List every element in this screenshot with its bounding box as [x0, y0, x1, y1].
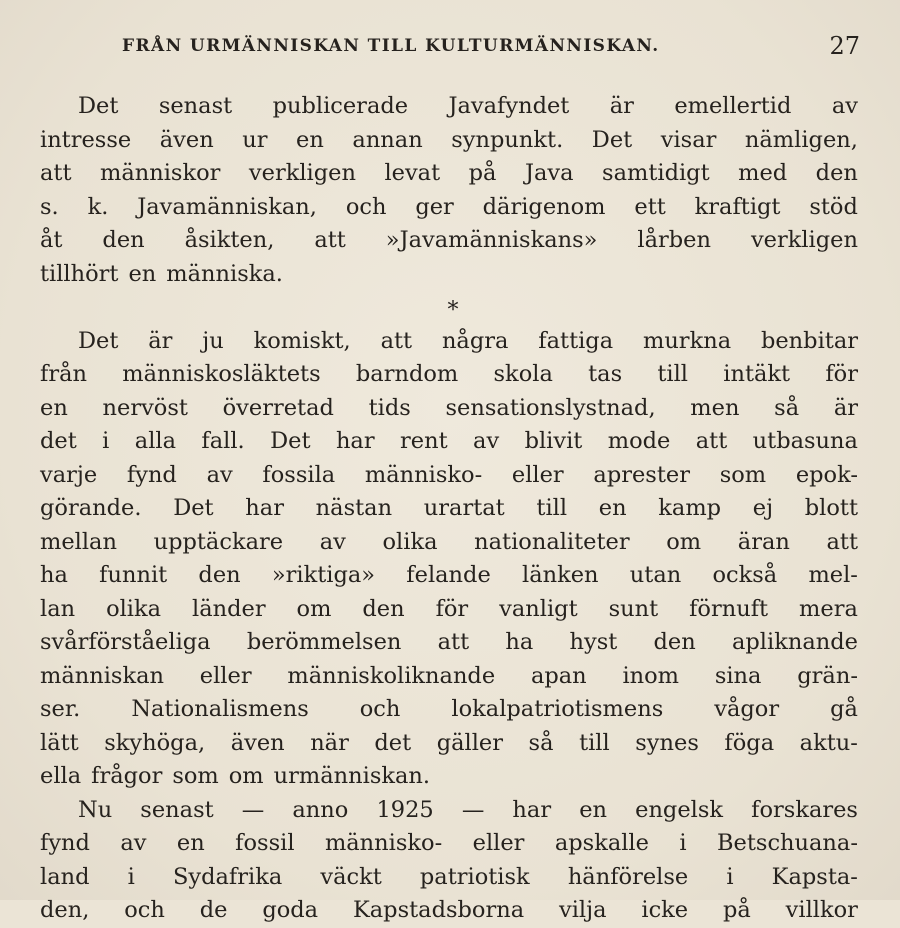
word: 1925: [376, 796, 434, 823]
word: den: [653, 629, 696, 655]
word: frågor: [91, 763, 163, 789]
word: att: [314, 227, 346, 253]
word: så: [528, 729, 554, 756]
word: kamp: [658, 495, 722, 521]
word: funnit: [99, 562, 168, 588]
word: är: [833, 394, 858, 421]
word: komiskt,: [253, 327, 351, 354]
word: stöd: [809, 193, 858, 220]
word: så: [774, 394, 800, 421]
word: vanligt: [499, 595, 578, 622]
word: människosläktets: [122, 361, 321, 387]
paragraph-3: [40, 794, 858, 928]
word: ger: [415, 193, 454, 220]
word: intresse: [40, 126, 132, 153]
word: i: [127, 863, 135, 890]
word: Nationalismens: [131, 696, 309, 722]
word: för: [825, 361, 858, 387]
text-line: [40, 760, 858, 794]
word: men: [690, 394, 740, 421]
text-line: [40, 325, 858, 359]
text-line: [40, 425, 858, 459]
word: mel-: [808, 562, 858, 588]
word: och: [345, 193, 387, 220]
word: nämligen,: [744, 126, 858, 153]
section-separator-asterisk: *: [447, 298, 459, 323]
word: i: [102, 428, 110, 454]
word: synes: [635, 729, 699, 756]
word: fattiga: [538, 327, 614, 354]
word: den: [815, 160, 858, 186]
word: verkligen: [750, 227, 858, 253]
word: skyhöga,: [104, 729, 206, 756]
word: från: [40, 361, 87, 387]
word: nervöst: [102, 394, 188, 421]
word: Det: [78, 93, 119, 119]
word: det: [374, 729, 412, 756]
word: Java: [524, 160, 574, 186]
word: människo-: [364, 461, 483, 488]
word: att: [826, 528, 858, 555]
word: land: [40, 863, 90, 890]
word: en: [40, 394, 68, 421]
word: föga: [724, 729, 775, 756]
word: länken: [522, 562, 599, 588]
word: en: [579, 796, 608, 823]
word: också: [712, 562, 778, 588]
word: människor: [100, 160, 221, 186]
text-line: [40, 392, 858, 426]
word: som: [719, 461, 767, 488]
word: levat: [384, 160, 441, 186]
word: grän-: [797, 662, 858, 689]
word: senast: [140, 796, 214, 823]
word: av: [319, 528, 346, 555]
text-line: [40, 258, 858, 292]
word: anno: [292, 796, 349, 823]
word: på: [468, 160, 497, 186]
word: länder: [192, 595, 266, 622]
word: samtidigt: [602, 160, 710, 186]
word: har: [245, 495, 284, 521]
word: ella: [40, 763, 82, 789]
text-line: [40, 727, 858, 761]
text-line: [40, 157, 858, 191]
text-line: [40, 191, 858, 225]
word: skola: [493, 361, 553, 387]
text-line: [40, 794, 858, 828]
text-line: [40, 492, 858, 526]
word: s.: [40, 193, 59, 220]
word: fall.: [201, 428, 245, 454]
word: mellan: [40, 528, 117, 555]
word: det: [40, 428, 77, 454]
running-head: FRÅN URMÄNNISKAN TILL KULTURMÄNNISKAN.: [122, 36, 660, 56]
word: nästan: [315, 495, 393, 521]
word: visar: [660, 126, 717, 153]
word: Kapsta-: [771, 863, 858, 890]
word: senast: [158, 93, 233, 119]
text-line: [40, 559, 858, 593]
word: ett: [634, 193, 666, 220]
word: i: [726, 863, 734, 890]
word: åt: [40, 227, 63, 253]
word: de: [199, 897, 228, 923]
word: benbitar: [760, 327, 858, 354]
word: överretad: [222, 394, 334, 421]
text-line: [40, 693, 858, 727]
page-number: 27: [829, 32, 860, 60]
word: alla: [134, 428, 177, 454]
word: i: [679, 830, 687, 856]
word: ha: [40, 562, 68, 588]
word: murkna: [642, 327, 732, 354]
word: av: [473, 428, 500, 454]
word: berömmelsen: [246, 629, 402, 655]
text-line: [40, 90, 858, 124]
word: Sydafrika: [172, 863, 283, 890]
text-line: [40, 526, 858, 560]
word: forskares: [751, 796, 858, 823]
word: en: [128, 260, 157, 287]
word: gäller: [436, 729, 503, 756]
word: blivit: [524, 428, 583, 454]
word: upptäckare: [153, 528, 284, 555]
word: emellertid: [674, 93, 792, 119]
word: den,: [40, 897, 90, 923]
word: en: [176, 830, 205, 856]
word: att: [40, 160, 72, 186]
word: rent: [400, 428, 448, 454]
word: för: [435, 595, 469, 622]
word: synpunkt.: [451, 126, 564, 153]
word: Javafyndet: [448, 93, 570, 119]
word: lätt: [40, 729, 79, 756]
word: är: [609, 93, 634, 119]
word: apliknande: [731, 629, 858, 655]
word: urartat: [423, 495, 505, 521]
word: kraftigt: [694, 193, 781, 220]
word: engelsk: [635, 796, 724, 823]
word: Nu: [78, 796, 113, 823]
word: Det: [78, 327, 119, 354]
word: till: [579, 729, 610, 756]
word: människa.: [166, 260, 283, 287]
word: aktu-: [799, 729, 858, 756]
word: har: [512, 796, 552, 823]
text-line: [40, 660, 858, 694]
word: människan: [40, 662, 165, 689]
word: ju: [202, 327, 224, 354]
word: apan: [530, 662, 587, 689]
word: till: [536, 495, 568, 521]
word: Det: [270, 428, 311, 454]
text-line: [40, 861, 858, 895]
word: goda: [262, 897, 319, 923]
word: och: [124, 897, 165, 923]
word: av: [120, 830, 147, 856]
word: sensationslystnad,: [445, 394, 656, 421]
word: åsikten,: [184, 227, 275, 253]
word: förnuft: [689, 595, 769, 622]
word: ser.: [40, 696, 81, 722]
word: människoliknande: [287, 662, 496, 689]
word: äran: [737, 528, 790, 555]
word: hyst: [569, 629, 618, 655]
word: tids: [368, 394, 411, 421]
word: på: [722, 897, 751, 923]
word: eller: [472, 830, 525, 856]
word: mera: [799, 595, 858, 622]
text-line: [40, 626, 858, 660]
word: om: [666, 528, 702, 555]
word: av: [206, 461, 233, 488]
word: urmänniskan.: [273, 763, 431, 789]
word: annan: [352, 126, 423, 153]
word: Javamänniskan,: [137, 193, 317, 220]
word: en: [598, 495, 627, 521]
word: om: [296, 595, 332, 622]
word: intäkt: [723, 361, 791, 387]
word: Det: [591, 126, 633, 153]
paragraph-1: [40, 90, 858, 291]
word: fynd: [126, 461, 177, 488]
word: när: [310, 729, 349, 756]
word: den: [102, 227, 145, 253]
word: »riktiga»: [271, 562, 376, 588]
word: sina: [714, 662, 762, 689]
text-line: [40, 459, 858, 493]
word: av: [831, 93, 858, 119]
word: eller: [511, 461, 564, 488]
word: om: [228, 763, 264, 789]
word: ej: [752, 495, 774, 521]
paragraph-2: [40, 325, 858, 794]
word: inom: [622, 662, 680, 689]
word: lan: [40, 595, 76, 622]
text-line: [40, 593, 858, 627]
word: som: [172, 763, 219, 789]
word: publicerade: [272, 93, 409, 119]
word: Kapstadsborna: [352, 897, 525, 923]
word: villkor: [785, 897, 858, 923]
word: och: [359, 696, 401, 722]
word: olika: [106, 595, 162, 622]
word: —: [241, 796, 265, 823]
text-line: [40, 894, 858, 928]
word: lårben: [637, 227, 711, 253]
word: utan: [629, 562, 682, 588]
text-line: [40, 358, 858, 392]
word: vilja: [559, 897, 607, 923]
word: apskalle: [554, 830, 649, 856]
word: gå: [830, 696, 858, 722]
word: ur: [242, 126, 268, 153]
word: aprester: [593, 461, 690, 488]
word: k.: [87, 193, 109, 220]
body-text: [40, 90, 858, 928]
word: att: [380, 327, 413, 354]
word: till: [657, 361, 689, 387]
word: tas: [588, 361, 623, 387]
word: med: [738, 160, 788, 186]
word: epok-: [795, 461, 858, 488]
text-line: [40, 224, 858, 258]
word: nationaliteter: [474, 528, 630, 555]
word: tillhört: [40, 260, 119, 287]
word: varje: [40, 461, 98, 488]
word: har: [335, 428, 375, 454]
word: olika: [382, 528, 438, 555]
word: görande.: [40, 495, 142, 521]
word: patriotisk: [419, 863, 530, 890]
word: icke: [641, 897, 689, 923]
word: fossil: [235, 830, 295, 856]
word: en: [296, 126, 324, 153]
word: att: [437, 629, 470, 655]
word: felande: [406, 562, 491, 588]
word: därigenom: [482, 193, 606, 220]
word: utbasuna: [752, 428, 858, 454]
word: fynd: [40, 830, 90, 856]
text-line: [40, 124, 858, 158]
word: barndom: [355, 361, 459, 387]
word: några: [441, 327, 509, 354]
word: sunt: [608, 595, 659, 622]
word: Det: [173, 495, 214, 521]
word: även: [230, 729, 285, 756]
word: vågor: [714, 696, 780, 722]
text-line: [40, 827, 858, 861]
word: är: [148, 327, 173, 354]
page-header: [122, 32, 860, 62]
word: mode: [607, 428, 671, 454]
word: hänförelse: [567, 863, 689, 890]
word: Betschuana-: [717, 830, 858, 856]
word: —: [461, 796, 485, 823]
word: väckt: [320, 863, 382, 890]
word: även: [159, 126, 214, 153]
word: ha: [505, 629, 534, 655]
word: »Javamänniskans»: [385, 227, 598, 253]
word: människo-: [324, 830, 443, 856]
word: den: [198, 562, 241, 588]
word: svårförståeliga: [40, 629, 211, 655]
word: verkligen: [248, 160, 356, 186]
word: den: [362, 595, 405, 622]
word: att: [695, 428, 728, 454]
word: fossila: [262, 461, 336, 488]
word: lokalpatriotismens: [451, 696, 664, 722]
word: blott: [804, 495, 858, 521]
word: eller: [199, 662, 252, 689]
